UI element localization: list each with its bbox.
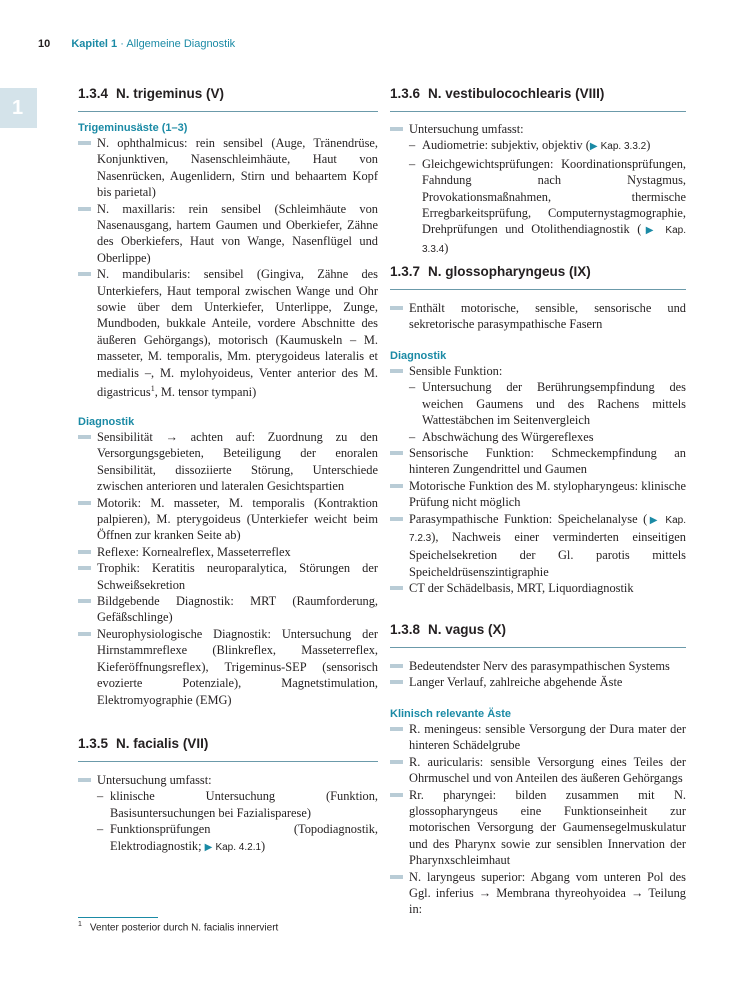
list-item: N. laryngeus superior: Abgang vom unteren Pol des Ggl. inferius → Membrana thyreohyoidea → Teilung in: xyxy=(390,869,686,918)
right-column xyxy=(390,0,686,1000)
mandibularis-text-end: , M. tensor tympani) xyxy=(154,385,257,400)
section-rule xyxy=(390,111,686,112)
vestibulocochlearis-content xyxy=(390,121,686,258)
list-item xyxy=(390,511,686,581)
dash-list xyxy=(97,788,378,856)
list-item: Sensibilität → achten auf: Zuordnung zu den Versorgungsgebieten, Beteiligung der enoralen Sensibilität, dissoziierte Störung, Unterschiede zwischen anterioren und lateralen Gesichtspartien xyxy=(78,429,378,495)
list-item: Reflexe: Kornealreflex, Masseterreflex xyxy=(78,544,378,560)
arrow-icon: ▶ xyxy=(641,225,658,237)
vagus-intro xyxy=(390,658,686,691)
section-number: 1.3.5 xyxy=(78,736,109,751)
list-item: CT der Schädelbasis, MRT, Liquordiagnostik xyxy=(390,580,686,596)
section-1-3-5 xyxy=(78,736,378,762)
list-item: Motorische Funktion des M. stylopharyngeus: klinische Prüfung nicht möglich xyxy=(390,478,686,511)
subheading-trigeminus-branches: Trigeminusäste (1–3) xyxy=(78,122,188,134)
list-item: Enthält motorische, sensible, sensorische und sekretorische parasympathische Fasern xyxy=(390,300,686,333)
section-number: 1.3.4 xyxy=(78,86,109,101)
chapter-ref-link[interactable]: Kap. 3.3.4 xyxy=(422,225,686,255)
dash-item xyxy=(409,137,686,155)
mandibularis-text: N. mandibularis: sensibel (Gingiva, Zähne des Unterkiefers, Haut temporal zwischen Wange und Ohr sowie über dem Unterkiefer, Unterlippe, Zunge, Mundboden, bukkale Anteile, vordere Abschnitte des äußeren Gehörgangs), motorisch (Kaumuskeln – M. masseter, M. temporalis, Mm. pterygoideus lateralis et medialis –, M. mylohyoideus, Venter anterior des M. digastricus xyxy=(97,267,378,400)
vagus-branches xyxy=(390,708,686,918)
section-1-3-6 xyxy=(390,86,686,112)
vestibulocochlearis-list xyxy=(390,121,686,258)
section-number: 1.3.7 xyxy=(390,264,421,279)
section-rule xyxy=(390,289,686,290)
section-title: N. trigeminus (V) xyxy=(116,86,225,101)
arrow-icon: ▶ xyxy=(647,514,660,526)
section-title: N. facialis (VII) xyxy=(116,736,209,751)
list-item: R. meningeus: sensible Versorgung der Dura mater der hinteren Schädelgrube xyxy=(390,721,686,754)
footnote-ref[interactable]: 1 xyxy=(150,384,155,394)
glossopharyngeus-intro xyxy=(390,300,686,333)
list-item xyxy=(78,772,378,856)
section-title: N. vestibulocochlearis (VIII) xyxy=(428,86,605,101)
footnote-mark: 1 xyxy=(78,921,82,928)
dash-list xyxy=(409,379,686,445)
dash-list xyxy=(409,137,686,258)
section-number: 1.3.6 xyxy=(390,86,421,101)
branch-list xyxy=(390,721,686,918)
dash-text-end: ) xyxy=(261,838,266,853)
chapter-title: Allgemeine Diagnostik xyxy=(126,38,236,50)
item-text: Untersuchung umfasst: xyxy=(97,773,212,787)
dash-item: – klinische Untersuchung (Funktion, Basisuntersuchungen bei Fazialisparese) xyxy=(97,788,378,821)
list-item: Langer Verlauf, zahlreiche abgehende Äste xyxy=(390,674,686,690)
list-item xyxy=(390,363,686,445)
dash-item: – Abschwächung des Würgereflexes xyxy=(409,429,686,445)
list-item: Motorik: M. masseter, M. temporalis (Kontraktion palpieren), M. pterygoideus (Unterkiefer weicht beim Öffnen zur kranken Seite ab) xyxy=(78,495,378,544)
list-item: Sensorische Funktion: Schmeckempfindung an hinteren Zungendrittel und Gaumen xyxy=(390,445,686,478)
trigeminus-diagnostics xyxy=(78,416,378,708)
intro-list xyxy=(390,658,686,691)
section-title: N. vagus (X) xyxy=(428,622,507,637)
section-heading xyxy=(390,264,686,279)
branch-list xyxy=(78,135,378,401)
section-1-3-8 xyxy=(390,622,686,648)
list-item xyxy=(78,266,378,400)
dash-item: – Untersuchung der Berührungsempfindung des weichen Gaumens und des Rachens mittels Wattestäbchen im Seitenvergleich xyxy=(409,379,686,428)
section-rule xyxy=(390,647,686,648)
section-1-3-7 xyxy=(390,264,686,290)
list-item: Bedeutendster Nerv des parasympathischen Systems xyxy=(390,658,686,674)
section-1-3-4 xyxy=(78,86,378,112)
subheading-diagnostik: Diagnostik xyxy=(78,416,135,428)
item-text: Sensible Funktion: xyxy=(409,364,503,378)
footnote xyxy=(78,921,278,933)
diagnostics-list xyxy=(78,429,378,708)
section-heading xyxy=(390,622,686,637)
chapter-separator: · xyxy=(117,38,127,50)
section-heading xyxy=(390,86,686,101)
section-title: N. glossopharyngeus (IX) xyxy=(428,264,591,279)
section-heading xyxy=(78,86,378,101)
dash-text-end: ) xyxy=(646,138,651,153)
facialis-list xyxy=(78,772,378,856)
section-rule xyxy=(78,761,378,762)
list-item xyxy=(390,121,686,258)
glossopharyngeus-diagnostics xyxy=(390,350,686,597)
list-item: Bildgebende Diagnostik: MRT (Raumforderung, Gefäßschlinge) xyxy=(78,593,378,626)
footnote-text: Venter posterior durch N. facialis innerviert xyxy=(89,922,279,934)
left-column xyxy=(78,0,378,1000)
item-text-end: ), Nachweis einer verminderten einseitigen Speichelsekretion der Gl. parotis mittels Speicheldrüsenszintigraphie xyxy=(409,530,686,579)
list-item: Neurophysiologische Diagnostik: Untersuchung der Hirnstammreflexe (Blinkreflex, Masseterreflex, Kieferöffnungsreflex), Trigeminus-SEP (sensorisch evozierte Potenziale), Magnetstimulation, Elektromyographie (EMG) xyxy=(78,626,378,708)
dash-text: Audiometrie: subjektiv, objektiv ( xyxy=(422,138,590,153)
section-rule xyxy=(78,111,378,112)
chapter-ref-link[interactable]: Kap. 4.2.1 xyxy=(215,841,262,853)
facialis-content xyxy=(78,772,378,856)
intro-list xyxy=(390,300,686,333)
chapter-thumb-tab: 1 xyxy=(0,88,37,128)
dash-text: Funktionsprüfungen (Topodiagnostik, Elektrodiagnostik; xyxy=(110,822,378,853)
chapter-label: Kapitel 1 xyxy=(71,38,118,50)
list-item: N. maxillaris: rein sensibel (Schleimhäute von Nasenausgang, hartem Gaumen und Oberkiefer, Zähne des Oberkiefers, Haut von Wange, Nasenflügel und Oberlippe) xyxy=(78,201,378,267)
arrow-icon: ▶ xyxy=(204,841,213,853)
subheading-diagnostik: Diagnostik xyxy=(390,350,447,362)
list-item: Trophik: Keratitis neuroparalytica, Störungen der Schweißsekretion xyxy=(78,560,378,593)
list-item: N. ophthalmicus: rein sensibel (Auge, Tränendrüse, Konjunktiven, Nasenschleimhäute, Haut von Nasenrücken, Augenlidern, Stirn und behaartem Kopf bis parietal) xyxy=(78,135,378,201)
dash-item xyxy=(97,821,378,856)
trigeminus-branches xyxy=(78,122,378,401)
chapter-ref-link[interactable]: Kap. 3.3.2 xyxy=(600,141,647,153)
list-item: Rr. pharyngei: bilden zusammen mit N. glossopharyngeus eine Funktionseinheit zur motorischen Versorgung der Gaumensegelmuskulatur und des Pharynx sowie zur sensiblen Innervation der Pharynxschleimhaut xyxy=(390,787,686,869)
chapter-ref-link[interactable]: Kap. 7.2.3 xyxy=(409,514,686,545)
section-number: 1.3.8 xyxy=(390,622,421,637)
item-text: Untersuchung umfasst: xyxy=(409,122,524,136)
section-heading xyxy=(78,736,378,751)
diagnostics-list xyxy=(390,363,686,597)
list-item: R. auricularis: sensible Versorgung eines Teiles der Ohrmuschel und von Anteilen des äußeren Gehörgangs xyxy=(390,754,686,787)
dash-text-end: ) xyxy=(444,240,449,255)
item-text: Parasympathische Funktion: Speichelanalyse ( xyxy=(409,511,648,526)
footnote-rule xyxy=(78,917,158,918)
subheading-branches: Klinisch relevante Äste xyxy=(390,708,512,720)
page-number: 10 xyxy=(38,38,51,50)
dash-text: Gleichgewichtsprüfungen: Koordinationsprüfungen, Fahndung nach Nystagmus, Provokationsmaßnahmen, thermische Erregbarkeitsprüfung, Computernystagmographie, Drehprüfungen und Otolithendiagnostik ( xyxy=(422,156,686,237)
dash-item xyxy=(409,156,686,258)
arrow-icon: ▶ xyxy=(589,141,598,153)
